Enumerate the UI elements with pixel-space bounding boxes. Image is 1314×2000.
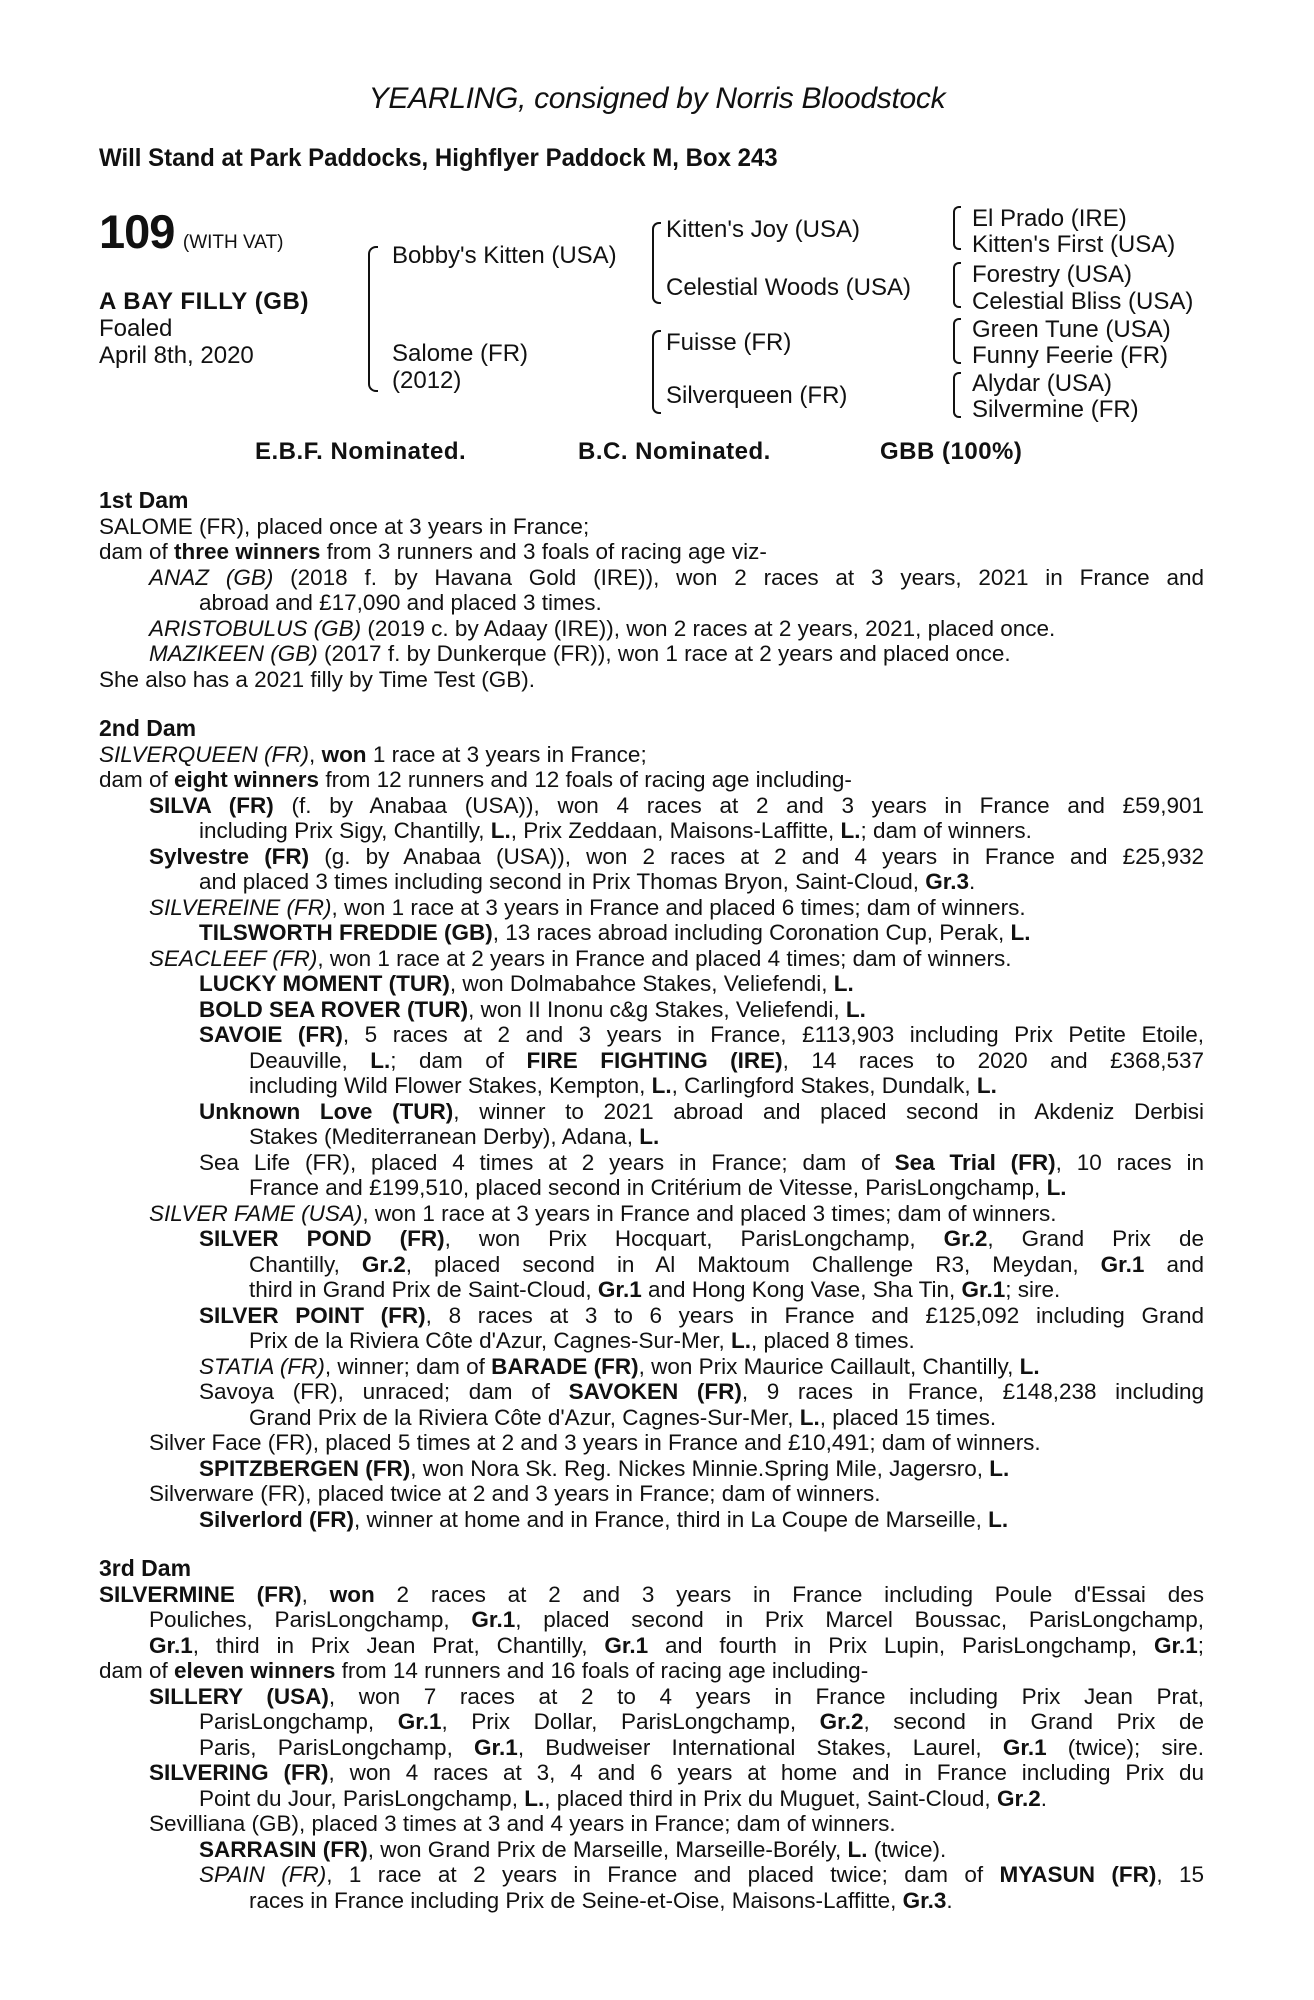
bold-text: SPITZBERGEN (FR) <box>199 1455 411 1481</box>
pedigree-dam-dam: Silverqueen (FR) <box>666 382 848 409</box>
text-run: , placed 15 times. <box>819 1404 997 1430</box>
text-run: , won 7 races at 2 to 4 years in France including Prix Jean Prat, <box>328 1683 1204 1709</box>
bold-text: SILVER POINT (FR) <box>199 1302 426 1328</box>
bold-text: TILSWORTH FREDDIE (GB) <box>199 920 493 945</box>
text-run: France and £199,510, placed second in Critérium de Vitesse, ParisLongchamp, <box>249 1175 1047 1200</box>
pedigree-line <box>99 1430 1204 1456</box>
text-run: , winner at home and in France, third in La Coupe de Marseille, <box>354 1506 989 1532</box>
bold-text: Sylvestre (FR) <box>149 843 310 869</box>
text-run: (2018 f. by Havana Gold (IRE)), won 2 races at 3 years, 2021 in France and <box>273 564 1204 590</box>
pedigree-line <box>99 1888 1204 1914</box>
text-run: Stakes (Mediterranean Derby), Adana, <box>249 1124 640 1149</box>
vat-note: (WITH VAT) <box>182 232 284 253</box>
text-run: including Prix Sigy, Chantilly, <box>199 818 491 843</box>
bold-text: L. <box>1019 1353 1040 1379</box>
bold-text: Gr.1 <box>471 1607 516 1632</box>
text-run: , second in Grand Prix de <box>863 1709 1204 1734</box>
pedigree-g8: Silvermine (FR) <box>972 396 1139 423</box>
bold-text: Gr.1 <box>1100 1251 1145 1277</box>
text-run: , Budweiser International Stakes, Laurel, <box>517 1734 1003 1760</box>
text-run: races in France including Prix de Seine-et-Oise, Maisons-Laffitte, <box>249 1887 903 1913</box>
pedigree-g5: Green Tune (USA) <box>972 316 1171 343</box>
section-heading: 2nd Dam <box>99 715 197 741</box>
pedigree-line <box>99 946 1204 972</box>
pedigree-g3: Forestry (USA) <box>972 261 1133 288</box>
pedigree-line <box>99 1837 1204 1863</box>
text-run: Silver Face (FR), placed 5 times at 2 and 3 years in France and £10,491; dam of winners. <box>149 1430 1041 1455</box>
pedigree-line <box>99 1277 1204 1303</box>
pedigree-line <box>99 1405 1204 1431</box>
bold-text: LUCKY MOMENT (TUR) <box>199 971 450 996</box>
dam-section <box>99 488 1204 692</box>
pedigree-line <box>99 1786 1204 1812</box>
section-gap <box>99 1532 1204 1556</box>
bold-text: Silverlord (FR) <box>199 1506 355 1532</box>
text-run: , 1 race at 2 years in France and placed twice; dam of <box>326 1862 1000 1887</box>
text-run: and <box>1144 1251 1205 1277</box>
section-gap <box>99 692 1204 716</box>
bold-text: BARADE (FR) <box>491 1353 639 1379</box>
text-run: (g. by Anabaa (USA)), won 2 races at 2 and 4 years in France and £25,932 <box>309 843 1204 869</box>
text-run: , 15 <box>1156 1862 1204 1887</box>
bold-text: L. <box>651 1073 672 1098</box>
brace <box>652 330 661 414</box>
pedigree-line <box>99 1328 1204 1354</box>
text-run: , won Prix Maurice Caillault, Chantilly, <box>638 1353 1020 1379</box>
text-run: , winner; dam of <box>324 1353 492 1379</box>
italic-text: SILVER FAME (USA) <box>149 1200 363 1226</box>
horse-description: A BAY FILLY (GB) <box>99 288 310 315</box>
text-run: , placed third in Prix du Muguet, Saint-Cloud, <box>544 1785 997 1811</box>
pedigree-line <box>99 1175 1204 1201</box>
section-heading: 1st Dam <box>99 487 189 513</box>
text-run: Grand Prix de la Riviera Côte d'Azur, Cagnes-Sur-Mer, <box>249 1404 800 1430</box>
text-run: , placed second in Prix Marcel Boussac, ParisLongchamp, <box>515 1607 1204 1632</box>
text-run: . <box>946 1887 953 1913</box>
text-run: , 14 races to 2020 and £368,537 <box>782 1047 1204 1073</box>
pedigree-line <box>99 1633 1204 1659</box>
pedigree-line <box>99 1379 1204 1405</box>
page-title: YEARLING, consigned by Norris Bloodstock <box>368 82 946 115</box>
text-run: dam of <box>99 539 175 564</box>
text-run: ; sire. <box>1005 1277 1061 1302</box>
bold-text: Gr.2 <box>819 1709 864 1734</box>
bold-text: L. <box>1046 1175 1067 1200</box>
pedigree-g1: El Prado (IRE) <box>972 205 1127 232</box>
bold-text: L. <box>840 818 861 843</box>
bold-text: SILVA (FR) <box>149 792 274 818</box>
text-run: SALOME (FR), placed once at 3 years in France; <box>99 513 590 539</box>
bold-text: SARRASIN (FR) <box>199 1836 368 1862</box>
bold-text: Gr.1 <box>597 1277 642 1302</box>
italic-text: SEACLEEF (FR) <box>149 945 318 971</box>
bold-text: Unknown Love (TUR) <box>199 1098 454 1124</box>
bold-text: Gr.1 <box>149 1632 193 1658</box>
text-run: 2 races at 2 and 3 years in France including Poule d'Essai des <box>374 1581 1205 1607</box>
pedigree-sire-sire: Kitten's Joy (USA) <box>666 216 860 243</box>
bold-text: won <box>329 1581 375 1607</box>
dam-line-sections <box>99 488 1204 1913</box>
text-run: , 9 races in France, £148,238 including <box>741 1379 1204 1404</box>
bold-text: FIRE FIGHTING (IRE) <box>526 1047 783 1073</box>
text-run: Sea Life (FR), placed 4 times at 2 years in France; dam of <box>199 1149 895 1175</box>
pedigree-dam-sire: Fuisse (FR) <box>666 329 792 356</box>
italic-text: SILVEREINE (FR) <box>149 894 332 920</box>
stand-location: Will Stand at Park Paddocks, Highflyer Paddock M, Box 243 <box>99 144 778 172</box>
pedigree-line <box>99 1048 1204 1074</box>
pedigree-line <box>99 1582 1204 1608</box>
pedigree-line <box>99 590 1204 616</box>
text-run: from 12 runners and 12 foals of racing age including- <box>319 767 852 792</box>
dam-section <box>99 716 1204 1532</box>
pedigree-sire: Bobby's Kitten (USA) <box>392 242 617 269</box>
bold-text: L. <box>845 996 866 1022</box>
text-run: abroad and £17,090 and placed 3 times. <box>199 590 602 615</box>
pedigree-line <box>99 616 1204 642</box>
pedigree-g2: Kitten's First (USA) <box>972 231 1176 258</box>
pedigree-line <box>99 539 1204 565</box>
text-run: Silverware (FR), placed twice at 2 and 3 years in France; dam of winners. <box>149 1481 881 1506</box>
foaled-label: Foaled <box>99 315 173 342</box>
text-run: Paris, ParisLongchamp, <box>199 1734 475 1760</box>
bold-text: eleven winners <box>174 1658 336 1683</box>
text-run: , 8 races at 3 to 6 years in France and £125,092 including Grand <box>425 1302 1204 1328</box>
text-run: She also has a 2021 filly by Time Test (GB). <box>99 666 536 692</box>
text-run: and fourth in Prix Lupin, ParisLongchamp, <box>648 1632 1154 1658</box>
text-run: , 10 races in <box>1055 1149 1204 1175</box>
pedigree-line <box>99 667 1204 693</box>
pedigree-line <box>99 997 1204 1023</box>
text-run: Prix de la Riviera Côte d'Azur, Cagnes-Sur-Mer, <box>249 1328 731 1353</box>
lot-header <box>99 204 283 259</box>
pedigree-line <box>99 1607 1204 1633</box>
pedigree-line <box>99 1735 1204 1761</box>
text-run: (2017 f. by Dunkerque (FR)), won 1 race at 2 years and placed once. <box>317 641 1011 666</box>
text-run: (f. by Anabaa (USA)), won 4 races at 2 and 3 years in France and £59,901 <box>273 792 1204 818</box>
bold-text: L. <box>989 1455 1010 1481</box>
text-run: . <box>969 869 976 894</box>
text-run: Sevilliana (GB), placed 3 times at 3 and 4 years in France; dam of winners. <box>149 1811 896 1836</box>
bold-text: won <box>321 741 367 767</box>
bold-text: MYASUN (FR) <box>999 1862 1157 1887</box>
text-run: , won 1 race at 2 years in France and placed 4 times; dam of winners. <box>317 945 1012 971</box>
bold-text: Gr.2 <box>361 1251 406 1277</box>
text-run: 1 race at 3 years in France; <box>366 741 647 767</box>
pedigree-line <box>99 1073 1204 1099</box>
text-run: , 5 races at 2 and 3 years in France, £113,903 including Prix Petite Etoile, <box>342 1022 1205 1047</box>
pedigree-line <box>99 844 1204 870</box>
text-run: and Hong Kong Vase, Sha Tin, <box>641 1277 962 1302</box>
text-run: . <box>1040 1785 1047 1811</box>
text-run: , Prix Dollar, ParisLongchamp, <box>441 1709 820 1734</box>
pedigree-line <box>99 1201 1204 1227</box>
text-run: Chantilly, <box>249 1251 362 1277</box>
bold-text: L. <box>730 1328 751 1353</box>
bold-text: L. <box>988 1506 1009 1532</box>
italic-text: SILVERQUEEN (FR) <box>99 741 310 767</box>
brace <box>368 246 378 392</box>
pedigree-line <box>99 1252 1204 1278</box>
pedigree-line <box>99 1150 1204 1176</box>
pedigree-line <box>99 1760 1204 1786</box>
text-run: , won II Inonu c&g Stakes, Veliefendi, <box>468 996 846 1022</box>
text-run: (twice). <box>867 1836 947 1862</box>
pedigree-line <box>99 742 1204 768</box>
pedigree-line <box>99 1658 1204 1684</box>
pedigree-line <box>99 1456 1204 1482</box>
bold-text: SAVOIE (FR) <box>199 1022 343 1047</box>
bold-text: Gr.1 <box>1002 1734 1047 1760</box>
lot-number: 109 <box>99 205 175 258</box>
dam-section <box>99 1556 1204 1913</box>
text-run: ; dam of winners. <box>860 818 1032 843</box>
section-heading: 3rd Dam <box>99 1555 192 1581</box>
pedigree-line <box>99 1811 1204 1837</box>
bold-text: Sea Trial (FR) <box>894 1149 1056 1175</box>
italic-text: ANAZ (GB) <box>149 564 274 590</box>
text-run: ; dam of <box>390 1047 527 1073</box>
pedigree-g6: Funny Feerie (FR) <box>972 342 1169 369</box>
text-run: and placed 3 times including second in Prix Thomas Bryon, Saint-Cloud, <box>199 869 926 894</box>
text-run: , won Nora Sk. Reg. Nickes Minnie.Spring Mile, Jagersro, <box>410 1455 990 1481</box>
bold-text: L. <box>490 818 511 843</box>
bold-text: Gr.1 <box>961 1277 1006 1302</box>
gbb-status: GBB (100%) <box>880 438 1023 465</box>
pedigree-line <box>99 1226 1204 1252</box>
ebf-nomination: E.B.F. Nominated. <box>255 438 467 465</box>
text-run: , placed second in Al Maktoum Challenge R3, Meydan, <box>405 1251 1101 1277</box>
text-run: , won Grand Prix de Marseille, Marseille-Borély, <box>367 1836 848 1862</box>
italic-text: STATIA (FR) <box>199 1353 325 1379</box>
bold-text: SILVER POND (FR) <box>199 1226 445 1251</box>
text-run: (twice); sire. <box>1046 1734 1205 1760</box>
bold-text: SAVOKEN (FR) <box>568 1379 742 1404</box>
brace <box>953 206 961 250</box>
bold-text: L. <box>976 1073 997 1098</box>
brace <box>953 372 961 418</box>
pedigree-line <box>99 1507 1204 1533</box>
pedigree-line <box>99 895 1204 921</box>
pedigree-line <box>99 565 1204 591</box>
text-run: dam of <box>99 1658 175 1683</box>
pedigree-line <box>99 920 1204 946</box>
bold-text: L. <box>639 1124 660 1149</box>
pedigree-line <box>99 818 1204 844</box>
text-run: , <box>309 741 322 767</box>
text-run: from 14 runners and 16 foals of racing age including- <box>335 1658 869 1683</box>
text-run: , won Prix Hocquart, ParisLongchamp, <box>444 1226 944 1251</box>
pedigree-line <box>99 1124 1204 1150</box>
pedigree-line <box>99 641 1204 667</box>
pedigree-line <box>99 767 1204 793</box>
text-run: , won Dolmabahce Stakes, Veliefendi, <box>449 971 834 996</box>
pedigree-line <box>99 1099 1204 1125</box>
pedigree-line <box>99 971 1204 997</box>
bold-text: Gr.1 <box>474 1734 518 1760</box>
pedigree-line <box>99 1684 1204 1710</box>
text-run: including Wild Flower Stakes, Kempton, <box>249 1073 652 1098</box>
bold-text: Gr.3 <box>902 1887 947 1913</box>
text-run: third in Grand Prix de Saint-Cloud, <box>249 1277 598 1302</box>
text-run: dam of <box>99 767 175 792</box>
pedigree-dam: Salome (FR) <box>392 340 529 367</box>
text-run: , Carlingford Stakes, Dundalk, <box>671 1073 977 1098</box>
text-run: , won 4 races at 3, 4 and 6 years at home and in France including Prix du <box>328 1760 1205 1785</box>
text-run: , Prix Zeddaan, Maisons-Laffitte, <box>510 818 841 843</box>
text-run: (2019 c. by Adaay (IRE)), won 2 races at 2 years, 2021, placed once. <box>361 615 1056 641</box>
pedigree-line <box>99 1022 1204 1048</box>
pedigree-line <box>99 1303 1204 1329</box>
pedigree-line <box>99 1354 1204 1380</box>
bold-text: BOLD SEA ROVER (TUR) <box>199 996 469 1022</box>
bold-text: Gr.1 <box>604 1632 649 1658</box>
pedigree-g4: Celestial Bliss (USA) <box>972 288 1194 315</box>
text-run: ParisLongchamp, <box>199 1709 398 1734</box>
pedigree-dam-year: (2012) <box>392 367 462 394</box>
text-run: Deauville, <box>249 1047 371 1073</box>
text-run: , won 1 race at 3 years in France and placed 6 times; dam of winners. <box>331 894 1026 920</box>
text-run: , 13 races abroad including Coronation Cup, Perak, <box>492 920 1011 945</box>
horse-info <box>99 288 309 369</box>
text-run: Savoya (FR), unraced; dam of <box>199 1379 569 1404</box>
italic-text: SPAIN (FR) <box>199 1862 327 1887</box>
italic-text: MAZIKEEN (GB) <box>149 641 318 666</box>
text-run: , third in Prix Jean Prat, Chantilly, <box>192 1632 605 1658</box>
bold-text: Gr.2 <box>996 1785 1041 1811</box>
bold-text: SILLERY (USA) <box>149 1683 329 1709</box>
foaled-date: April 8th, 2020 <box>99 342 254 369</box>
bold-text: SILVERMINE (FR) <box>99 1581 302 1607</box>
pedigree-line <box>99 514 1204 540</box>
bc-nomination: B.C. Nominated. <box>578 438 771 465</box>
brace <box>652 222 661 304</box>
pedigree-sire-dam: Celestial Woods (USA) <box>666 274 911 301</box>
bold-text: Gr.2 <box>943 1226 988 1251</box>
bold-text: L. <box>799 1404 820 1430</box>
brace <box>953 318 961 364</box>
bold-text: three winners <box>174 539 321 564</box>
brace <box>953 262 961 308</box>
italic-text: ARISTOBULUS (GB) <box>149 615 362 641</box>
pedigree-line <box>99 1481 1204 1507</box>
text-run: ; <box>1197 1632 1205 1658</box>
pedigree-line <box>99 1862 1204 1888</box>
bold-text: L. <box>833 971 854 996</box>
pedigree-g7: Alydar (USA) <box>972 370 1113 397</box>
text-run: , won 1 race at 3 years in France and placed 3 times; dam of winners. <box>362 1200 1057 1226</box>
bold-text: L. <box>847 1836 868 1862</box>
pedigree-line <box>99 869 1204 895</box>
text-run: Pouliches, ParisLongchamp, <box>149 1607 472 1632</box>
bold-text: Gr.1 <box>397 1709 442 1734</box>
bold-text: Gr.3 <box>925 869 969 894</box>
text-run: , placed 8 times. <box>750 1328 915 1353</box>
text-run: Point du Jour, ParisLongchamp, <box>199 1785 525 1811</box>
bold-text: L. <box>1010 920 1031 945</box>
text-run: , <box>301 1581 330 1607</box>
text-run: , winner to 2021 abroad and placed second in Akdeniz Derbisi <box>453 1098 1204 1124</box>
bold-text: L. <box>524 1785 545 1811</box>
bold-text: Gr.1 <box>1153 1632 1198 1658</box>
bold-text: SILVERING (FR) <box>149 1760 329 1785</box>
text-run: , Grand Prix de <box>987 1226 1204 1251</box>
bold-text: eight winners <box>174 767 320 792</box>
text-run: from 3 runners and 3 foals of racing age viz- <box>320 539 767 564</box>
pedigree-line <box>99 1709 1204 1735</box>
bold-text: L. <box>370 1047 391 1073</box>
pedigree-line <box>99 793 1204 819</box>
